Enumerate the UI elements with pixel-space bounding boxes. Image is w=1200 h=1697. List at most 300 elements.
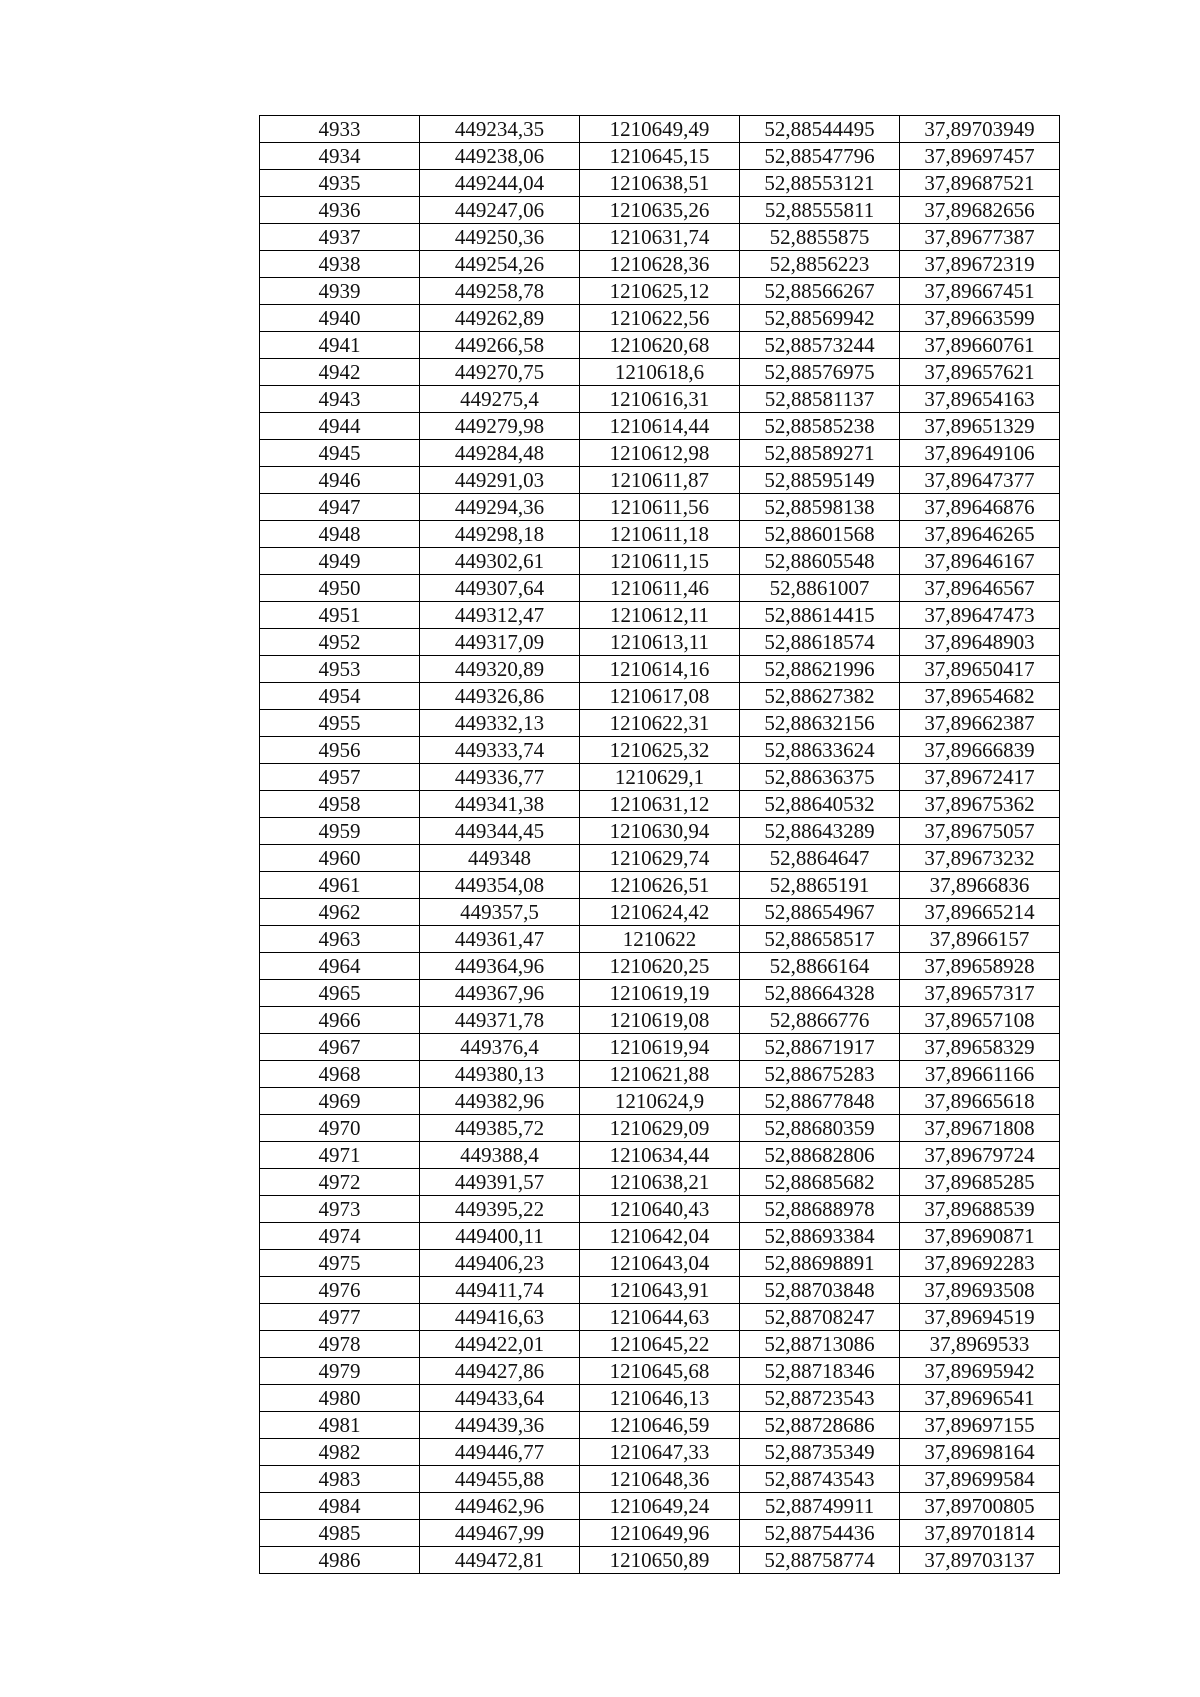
cell-coord-x: 449416,63 bbox=[420, 1304, 580, 1331]
table-row bbox=[260, 980, 1060, 1007]
cell-coord-y: 1210621,88 bbox=[580, 1061, 740, 1088]
cell-longitude: 37,89657108 bbox=[900, 1007, 1060, 1034]
cell-coord-y: 1210631,74 bbox=[580, 224, 740, 251]
table-row bbox=[260, 1196, 1060, 1223]
cell-coord-x: 449406,23 bbox=[420, 1250, 580, 1277]
cell-longitude: 37,89662387 bbox=[900, 710, 1060, 737]
table-row bbox=[260, 602, 1060, 629]
table-row bbox=[260, 494, 1060, 521]
cell-latitude: 52,8861007 bbox=[740, 575, 900, 602]
table-row bbox=[260, 926, 1060, 953]
cell-point-number: 4951 bbox=[260, 602, 420, 629]
table-row bbox=[260, 386, 1060, 413]
cell-coord-y: 1210634,44 bbox=[580, 1142, 740, 1169]
cell-point-number: 4947 bbox=[260, 494, 420, 521]
cell-point-number: 4949 bbox=[260, 548, 420, 575]
cell-coord-x: 449344,45 bbox=[420, 818, 580, 845]
cell-point-number: 4976 bbox=[260, 1277, 420, 1304]
table-row bbox=[260, 224, 1060, 251]
cell-point-number: 4939 bbox=[260, 278, 420, 305]
cell-coord-y: 1210614,44 bbox=[580, 413, 740, 440]
cell-point-number: 4968 bbox=[260, 1061, 420, 1088]
cell-point-number: 4952 bbox=[260, 629, 420, 656]
cell-latitude: 52,88627382 bbox=[740, 683, 900, 710]
cell-longitude: 37,89679724 bbox=[900, 1142, 1060, 1169]
cell-longitude: 37,89651329 bbox=[900, 413, 1060, 440]
table-row bbox=[260, 1142, 1060, 1169]
cell-coord-x: 449354,08 bbox=[420, 872, 580, 899]
cell-point-number: 4971 bbox=[260, 1142, 420, 1169]
table-row bbox=[260, 953, 1060, 980]
cell-point-number: 4958 bbox=[260, 791, 420, 818]
cell-longitude: 37,89646876 bbox=[900, 494, 1060, 521]
cell-coord-x: 449275,4 bbox=[420, 386, 580, 413]
cell-coord-y: 1210611,56 bbox=[580, 494, 740, 521]
table-row bbox=[260, 791, 1060, 818]
cell-coord-x: 449382,96 bbox=[420, 1088, 580, 1115]
cell-coord-y: 1210622,31 bbox=[580, 710, 740, 737]
cell-longitude: 37,89693508 bbox=[900, 1277, 1060, 1304]
cell-latitude: 52,88743543 bbox=[740, 1466, 900, 1493]
cell-coord-y: 1210612,98 bbox=[580, 440, 740, 467]
cell-coord-x: 449380,13 bbox=[420, 1061, 580, 1088]
cell-latitude: 52,88664328 bbox=[740, 980, 900, 1007]
cell-latitude: 52,8855875 bbox=[740, 224, 900, 251]
cell-coord-x: 449388,4 bbox=[420, 1142, 580, 1169]
cell-point-number: 4972 bbox=[260, 1169, 420, 1196]
cell-point-number: 4978 bbox=[260, 1331, 420, 1358]
cell-longitude: 37,89646167 bbox=[900, 548, 1060, 575]
cell-coord-x: 449357,5 bbox=[420, 899, 580, 926]
cell-longitude: 37,89647473 bbox=[900, 602, 1060, 629]
cell-coord-x: 449467,99 bbox=[420, 1520, 580, 1547]
cell-point-number: 4975 bbox=[260, 1250, 420, 1277]
cell-point-number: 4943 bbox=[260, 386, 420, 413]
cell-coord-x: 449317,09 bbox=[420, 629, 580, 656]
cell-coord-x: 449238,06 bbox=[420, 143, 580, 170]
cell-coord-y: 1210629,74 bbox=[580, 845, 740, 872]
cell-longitude: 37,89671808 bbox=[900, 1115, 1060, 1142]
cell-latitude: 52,88605548 bbox=[740, 548, 900, 575]
cell-longitude: 37,89649106 bbox=[900, 440, 1060, 467]
cell-latitude: 52,8865191 bbox=[740, 872, 900, 899]
cell-coord-x: 449400,11 bbox=[420, 1223, 580, 1250]
cell-longitude: 37,89648903 bbox=[900, 629, 1060, 656]
cell-longitude: 37,89660761 bbox=[900, 332, 1060, 359]
table-row bbox=[260, 197, 1060, 224]
cell-latitude: 52,88749911 bbox=[740, 1493, 900, 1520]
cell-coord-x: 449395,22 bbox=[420, 1196, 580, 1223]
cell-coord-y: 1210649,24 bbox=[580, 1493, 740, 1520]
cell-longitude: 37,89703137 bbox=[900, 1547, 1060, 1574]
cell-latitude: 52,88595149 bbox=[740, 467, 900, 494]
cell-coord-x: 449333,74 bbox=[420, 737, 580, 764]
cell-latitude: 52,88601568 bbox=[740, 521, 900, 548]
cell-coord-y: 1210611,87 bbox=[580, 467, 740, 494]
cell-coord-x: 449455,88 bbox=[420, 1466, 580, 1493]
cell-coord-y: 1210646,13 bbox=[580, 1385, 740, 1412]
cell-coord-x: 449302,61 bbox=[420, 548, 580, 575]
cell-coord-y: 1210649,49 bbox=[580, 116, 740, 143]
cell-coord-y: 1210624,42 bbox=[580, 899, 740, 926]
cell-longitude: 37,89697155 bbox=[900, 1412, 1060, 1439]
cell-latitude: 52,88658517 bbox=[740, 926, 900, 953]
table-row bbox=[260, 1007, 1060, 1034]
cell-longitude: 37,89700805 bbox=[900, 1493, 1060, 1520]
table-row bbox=[260, 278, 1060, 305]
cell-coord-y: 1210620,68 bbox=[580, 332, 740, 359]
cell-coord-y: 1210645,68 bbox=[580, 1358, 740, 1385]
cell-longitude: 37,89646265 bbox=[900, 521, 1060, 548]
cell-latitude: 52,88685682 bbox=[740, 1169, 900, 1196]
cell-latitude: 52,88675283 bbox=[740, 1061, 900, 1088]
cell-coord-y: 1210629,1 bbox=[580, 764, 740, 791]
cell-longitude: 37,89646567 bbox=[900, 575, 1060, 602]
table-row bbox=[260, 1520, 1060, 1547]
cell-coord-x: 449332,13 bbox=[420, 710, 580, 737]
cell-coord-y: 1210622 bbox=[580, 926, 740, 953]
cell-coord-x: 449385,72 bbox=[420, 1115, 580, 1142]
table-row bbox=[260, 440, 1060, 467]
cell-coord-y: 1210616,31 bbox=[580, 386, 740, 413]
table-row bbox=[260, 1061, 1060, 1088]
cell-longitude: 37,89657621 bbox=[900, 359, 1060, 386]
cell-coord-y: 1210644,63 bbox=[580, 1304, 740, 1331]
table-row bbox=[260, 737, 1060, 764]
cell-latitude: 52,88569942 bbox=[740, 305, 900, 332]
cell-latitude: 52,88708247 bbox=[740, 1304, 900, 1331]
table-row bbox=[260, 251, 1060, 278]
table-row bbox=[260, 1439, 1060, 1466]
cell-point-number: 4957 bbox=[260, 764, 420, 791]
cell-latitude: 52,88555811 bbox=[740, 197, 900, 224]
cell-coord-y: 1210619,94 bbox=[580, 1034, 740, 1061]
cell-coord-x: 449376,4 bbox=[420, 1034, 580, 1061]
cell-point-number: 4942 bbox=[260, 359, 420, 386]
cell-latitude: 52,88713086 bbox=[740, 1331, 900, 1358]
cell-point-number: 4974 bbox=[260, 1223, 420, 1250]
cell-coord-y: 1210640,43 bbox=[580, 1196, 740, 1223]
cell-coord-x: 449279,98 bbox=[420, 413, 580, 440]
cell-longitude: 37,89687521 bbox=[900, 170, 1060, 197]
table-row bbox=[260, 332, 1060, 359]
cell-coord-x: 449266,58 bbox=[420, 332, 580, 359]
cell-point-number: 4982 bbox=[260, 1439, 420, 1466]
cell-longitude: 37,89672319 bbox=[900, 251, 1060, 278]
cell-coord-x: 449433,64 bbox=[420, 1385, 580, 1412]
cell-coord-y: 1210626,51 bbox=[580, 872, 740, 899]
cell-latitude: 52,88688978 bbox=[740, 1196, 900, 1223]
table-row bbox=[260, 521, 1060, 548]
cell-latitude: 52,88544495 bbox=[740, 116, 900, 143]
table-row bbox=[260, 764, 1060, 791]
cell-latitude: 52,88643289 bbox=[740, 818, 900, 845]
cell-coord-y: 1210642,04 bbox=[580, 1223, 740, 1250]
cell-point-number: 4938 bbox=[260, 251, 420, 278]
cell-coord-x: 449298,18 bbox=[420, 521, 580, 548]
cell-latitude: 52,88682806 bbox=[740, 1142, 900, 1169]
cell-point-number: 4967 bbox=[260, 1034, 420, 1061]
cell-latitude: 52,8864647 bbox=[740, 845, 900, 872]
cell-longitude: 37,89685285 bbox=[900, 1169, 1060, 1196]
cell-latitude: 52,88723543 bbox=[740, 1385, 900, 1412]
cell-latitude: 52,88677848 bbox=[740, 1088, 900, 1115]
table-row bbox=[260, 899, 1060, 926]
table-row bbox=[260, 1277, 1060, 1304]
cell-latitude: 52,88758774 bbox=[740, 1547, 900, 1574]
cell-longitude: 37,89675057 bbox=[900, 818, 1060, 845]
cell-coord-y: 1210614,16 bbox=[580, 656, 740, 683]
cell-longitude: 37,89673232 bbox=[900, 845, 1060, 872]
table-row bbox=[260, 467, 1060, 494]
cell-coord-x: 449371,78 bbox=[420, 1007, 580, 1034]
table-row bbox=[260, 1547, 1060, 1574]
table-row bbox=[260, 1034, 1060, 1061]
cell-point-number: 4985 bbox=[260, 1520, 420, 1547]
cell-longitude: 37,89682656 bbox=[900, 197, 1060, 224]
cell-longitude: 37,89688539 bbox=[900, 1196, 1060, 1223]
cell-longitude: 37,89672417 bbox=[900, 764, 1060, 791]
cell-coord-y: 1210638,51 bbox=[580, 170, 740, 197]
cell-coord-x: 449411,74 bbox=[420, 1277, 580, 1304]
cell-latitude: 52,88735349 bbox=[740, 1439, 900, 1466]
cell-latitude: 52,88693384 bbox=[740, 1223, 900, 1250]
table-row bbox=[260, 872, 1060, 899]
cell-coord-x: 449462,96 bbox=[420, 1493, 580, 1520]
cell-coord-y: 1210629,09 bbox=[580, 1115, 740, 1142]
cell-coord-y: 1210619,08 bbox=[580, 1007, 740, 1034]
cell-longitude: 37,89650417 bbox=[900, 656, 1060, 683]
table-row bbox=[260, 1304, 1060, 1331]
cell-latitude: 52,88621996 bbox=[740, 656, 900, 683]
cell-latitude: 52,88718346 bbox=[740, 1358, 900, 1385]
cell-coord-y: 1210647,33 bbox=[580, 1439, 740, 1466]
cell-latitude: 52,88573244 bbox=[740, 332, 900, 359]
cell-point-number: 4970 bbox=[260, 1115, 420, 1142]
table-row bbox=[260, 575, 1060, 602]
cell-latitude: 52,88576975 bbox=[740, 359, 900, 386]
cell-coord-x: 449247,06 bbox=[420, 197, 580, 224]
cell-coord-x: 449244,04 bbox=[420, 170, 580, 197]
cell-coord-x: 449291,03 bbox=[420, 467, 580, 494]
cell-coord-x: 449254,26 bbox=[420, 251, 580, 278]
cell-latitude: 52,88671917 bbox=[740, 1034, 900, 1061]
cell-latitude: 52,88640532 bbox=[740, 791, 900, 818]
cell-latitude: 52,88680359 bbox=[740, 1115, 900, 1142]
cell-latitude: 52,8866164 bbox=[740, 953, 900, 980]
cell-latitude: 52,88566267 bbox=[740, 278, 900, 305]
cell-point-number: 4945 bbox=[260, 440, 420, 467]
cell-latitude: 52,88728686 bbox=[740, 1412, 900, 1439]
cell-coord-y: 1210625,12 bbox=[580, 278, 740, 305]
table-row bbox=[260, 1466, 1060, 1493]
cell-longitude: 37,89647377 bbox=[900, 467, 1060, 494]
table-row bbox=[260, 1412, 1060, 1439]
cell-longitude: 37,89665214 bbox=[900, 899, 1060, 926]
table-row bbox=[260, 1385, 1060, 1412]
cell-coord-x: 449348 bbox=[420, 845, 580, 872]
table-row bbox=[260, 1358, 1060, 1385]
cell-coord-y: 1210649,96 bbox=[580, 1520, 740, 1547]
cell-latitude: 52,88632156 bbox=[740, 710, 900, 737]
cell-point-number: 4948 bbox=[260, 521, 420, 548]
cell-longitude: 37,89661166 bbox=[900, 1061, 1060, 1088]
cell-coord-x: 449472,81 bbox=[420, 1547, 580, 1574]
cell-point-number: 4980 bbox=[260, 1385, 420, 1412]
cell-coord-x: 449364,96 bbox=[420, 953, 580, 980]
cell-longitude: 37,89677387 bbox=[900, 224, 1060, 251]
table-row bbox=[260, 818, 1060, 845]
cell-longitude: 37,8969533 bbox=[900, 1331, 1060, 1358]
cell-latitude: 52,88633624 bbox=[740, 737, 900, 764]
cell-latitude: 52,88614415 bbox=[740, 602, 900, 629]
cell-latitude: 52,88618574 bbox=[740, 629, 900, 656]
cell-point-number: 4937 bbox=[260, 224, 420, 251]
cell-longitude: 37,89698164 bbox=[900, 1439, 1060, 1466]
table-row bbox=[260, 359, 1060, 386]
cell-point-number: 4950 bbox=[260, 575, 420, 602]
cell-coord-x: 449234,35 bbox=[420, 116, 580, 143]
cell-coord-y: 1210643,91 bbox=[580, 1277, 740, 1304]
cell-latitude: 52,88754436 bbox=[740, 1520, 900, 1547]
cell-longitude: 37,89658329 bbox=[900, 1034, 1060, 1061]
cell-coord-x: 449391,57 bbox=[420, 1169, 580, 1196]
cell-point-number: 4960 bbox=[260, 845, 420, 872]
cell-longitude: 37,89703949 bbox=[900, 116, 1060, 143]
cell-coord-y: 1210611,46 bbox=[580, 575, 740, 602]
cell-coord-x: 449326,86 bbox=[420, 683, 580, 710]
cell-coord-y: 1210631,12 bbox=[580, 791, 740, 818]
cell-latitude: 52,88703848 bbox=[740, 1277, 900, 1304]
cell-point-number: 4977 bbox=[260, 1304, 420, 1331]
cell-longitude: 37,89699584 bbox=[900, 1466, 1060, 1493]
cell-coord-y: 1210646,59 bbox=[580, 1412, 740, 1439]
cell-coord-x: 449312,47 bbox=[420, 602, 580, 629]
cell-longitude: 37,89667451 bbox=[900, 278, 1060, 305]
cell-latitude: 52,8856223 bbox=[740, 251, 900, 278]
cell-latitude: 52,88636375 bbox=[740, 764, 900, 791]
cell-coord-x: 449336,77 bbox=[420, 764, 580, 791]
cell-point-number: 4946 bbox=[260, 467, 420, 494]
cell-longitude: 37,89663599 bbox=[900, 305, 1060, 332]
cell-coord-y: 1210617,08 bbox=[580, 683, 740, 710]
table-row bbox=[260, 845, 1060, 872]
cell-coord-y: 1210638,21 bbox=[580, 1169, 740, 1196]
cell-point-number: 4964 bbox=[260, 953, 420, 980]
cell-longitude: 37,89690871 bbox=[900, 1223, 1060, 1250]
cell-point-number: 4953 bbox=[260, 656, 420, 683]
cell-coord-x: 449307,64 bbox=[420, 575, 580, 602]
table-row bbox=[260, 1115, 1060, 1142]
cell-coord-y: 1210643,04 bbox=[580, 1250, 740, 1277]
cell-longitude: 37,89701814 bbox=[900, 1520, 1060, 1547]
cell-point-number: 4956 bbox=[260, 737, 420, 764]
cell-coord-y: 1210648,36 bbox=[580, 1466, 740, 1493]
cell-coord-x: 449320,89 bbox=[420, 656, 580, 683]
cell-coord-x: 449270,75 bbox=[420, 359, 580, 386]
coordinates-table bbox=[259, 115, 1060, 1574]
cell-point-number: 4944 bbox=[260, 413, 420, 440]
table-row bbox=[260, 170, 1060, 197]
cell-coord-y: 1210645,15 bbox=[580, 143, 740, 170]
cell-point-number: 4955 bbox=[260, 710, 420, 737]
table-row bbox=[260, 413, 1060, 440]
cell-point-number: 4959 bbox=[260, 818, 420, 845]
cell-point-number: 4981 bbox=[260, 1412, 420, 1439]
cell-coord-x: 449427,86 bbox=[420, 1358, 580, 1385]
cell-point-number: 4984 bbox=[260, 1493, 420, 1520]
cell-longitude: 37,89665618 bbox=[900, 1088, 1060, 1115]
cell-point-number: 4966 bbox=[260, 1007, 420, 1034]
cell-coord-y: 1210618,6 bbox=[580, 359, 740, 386]
cell-longitude: 37,89696541 bbox=[900, 1385, 1060, 1412]
cell-coord-x: 449294,36 bbox=[420, 494, 580, 521]
cell-longitude: 37,89658928 bbox=[900, 953, 1060, 980]
cell-longitude: 37,89654163 bbox=[900, 386, 1060, 413]
coordinates-table-body bbox=[260, 116, 1060, 1574]
cell-coord-x: 449422,01 bbox=[420, 1331, 580, 1358]
cell-point-number: 4969 bbox=[260, 1088, 420, 1115]
table-row bbox=[260, 1088, 1060, 1115]
cell-latitude: 52,88547796 bbox=[740, 143, 900, 170]
cell-longitude: 37,8966157 bbox=[900, 926, 1060, 953]
cell-coord-y: 1210619,19 bbox=[580, 980, 740, 1007]
cell-coord-x: 449439,36 bbox=[420, 1412, 580, 1439]
cell-latitude: 52,88553121 bbox=[740, 170, 900, 197]
cell-longitude: 37,89657317 bbox=[900, 980, 1060, 1007]
cell-coord-y: 1210645,22 bbox=[580, 1331, 740, 1358]
cell-longitude: 37,89695942 bbox=[900, 1358, 1060, 1385]
cell-coord-x: 449361,47 bbox=[420, 926, 580, 953]
cell-point-number: 4963 bbox=[260, 926, 420, 953]
cell-coord-y: 1210613,11 bbox=[580, 629, 740, 656]
cell-coord-y: 1210630,94 bbox=[580, 818, 740, 845]
table-row bbox=[260, 1169, 1060, 1196]
table-row bbox=[260, 1223, 1060, 1250]
cell-point-number: 4986 bbox=[260, 1547, 420, 1574]
cell-point-number: 4965 bbox=[260, 980, 420, 1007]
cell-coord-y: 1210622,56 bbox=[580, 305, 740, 332]
cell-coord-x: 449341,38 bbox=[420, 791, 580, 818]
table-row bbox=[260, 548, 1060, 575]
cell-coord-y: 1210625,32 bbox=[580, 737, 740, 764]
cell-point-number: 4979 bbox=[260, 1358, 420, 1385]
cell-coord-y: 1210628,36 bbox=[580, 251, 740, 278]
cell-point-number: 4935 bbox=[260, 170, 420, 197]
cell-longitude: 37,8966836 bbox=[900, 872, 1060, 899]
cell-latitude: 52,88698891 bbox=[740, 1250, 900, 1277]
cell-longitude: 37,89675362 bbox=[900, 791, 1060, 818]
cell-coord-x: 449446,77 bbox=[420, 1439, 580, 1466]
cell-point-number: 4954 bbox=[260, 683, 420, 710]
cell-longitude: 37,89666839 bbox=[900, 737, 1060, 764]
table-row bbox=[260, 1493, 1060, 1520]
cell-coord-x: 449367,96 bbox=[420, 980, 580, 1007]
cell-point-number: 4973 bbox=[260, 1196, 420, 1223]
cell-coord-y: 1210624,9 bbox=[580, 1088, 740, 1115]
table-row bbox=[260, 710, 1060, 737]
cell-coord-y: 1210611,15 bbox=[580, 548, 740, 575]
cell-point-number: 4961 bbox=[260, 872, 420, 899]
cell-coord-y: 1210611,18 bbox=[580, 521, 740, 548]
cell-coord-y: 1210612,11 bbox=[580, 602, 740, 629]
cell-latitude: 52,88585238 bbox=[740, 413, 900, 440]
cell-coord-y: 1210635,26 bbox=[580, 197, 740, 224]
cell-point-number: 4933 bbox=[260, 116, 420, 143]
cell-latitude: 52,88598138 bbox=[740, 494, 900, 521]
table-row bbox=[260, 1250, 1060, 1277]
cell-longitude: 37,89692283 bbox=[900, 1250, 1060, 1277]
